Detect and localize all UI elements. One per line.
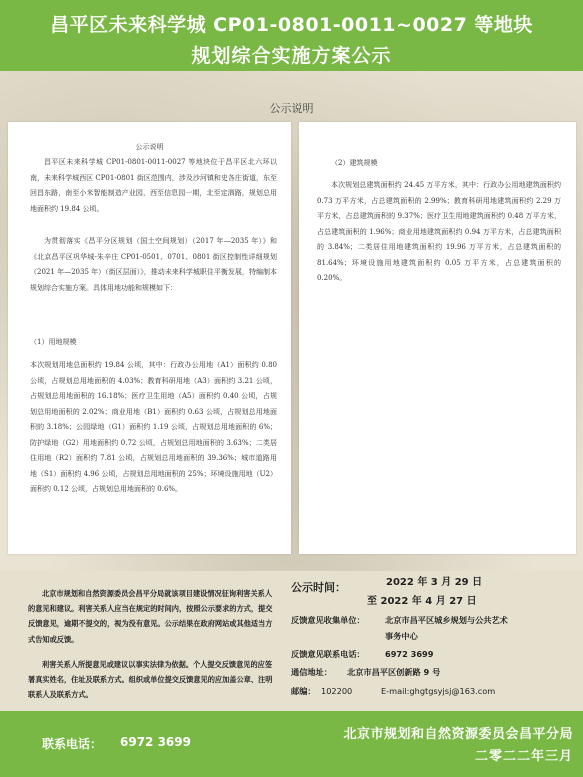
feedback-unit-value-line2: 事务中心	[385, 631, 418, 641]
title-banner	[0, 0, 583, 71]
legal-notice-para2: 利害关系人所提意见或建议以事实法律为依据。个人提交反馈意见的应签署真实姓名，住址及联系方式。组织或单位提交反馈意见的应加盖公章、注明联系人及联系方式。	[28, 659, 273, 700]
paragraph-building-scale: 本次规划总建筑面积约 24.45 万平方米，其中：行政办公用地建筑面积约 0.73 万平方米，占总建筑面积的 2.99%；教育科研用地建筑面积约 2.29 万平方米，占总建筑面积的 9.37%；医疗卫生用地建筑面积约 0.48 万平方米，占总建筑面积的 1.96%；商业用地建筑面积约 0.94 万平方米，占总建筑面积的 3.84%；二类居住用地建筑面积约 19.96 万平方米，占总建筑面积的 81.64%；环境设施用地建筑面积约 0.05 万平方米，占总建筑面积的 0.20%。	[317, 181, 561, 282]
publicity-start-date: 2022 年 3 月 29 日	[386, 577, 483, 588]
notice-section-title: 公示说明	[269, 102, 314, 115]
paragraph-location: 昌平区未来科学城 CP01-0801-0011-0027 等地块位于昌平区北六环以南，未来科学城西区 CP01-0801 街区范围内，涉及沙河镇和史各庄街道，东至回昌东路，南至小米智能制造产业园，西至信息园一期，北至定泗路，规划总用地面积约 19.84 公顷。	[30, 158, 277, 213]
address-value: 北京市昌平区创新路 9 号	[347, 667, 441, 677]
subheading-building-scale: （2）建筑规模	[331, 159, 378, 167]
footer-date: 二零二二年三月	[474, 749, 573, 764]
email-value[interactable]: E-mail:ghgtgsyjsj@163.com	[381, 686, 496, 696]
postcode-label: 邮编：	[291, 686, 316, 696]
page-title-line2: 规划综合实施方案公示	[191, 45, 392, 67]
footer-tel-value: 6972 3699	[120, 735, 191, 749]
feedback-tel-label: 反馈意见联系电话：	[291, 649, 365, 659]
publicity-time-label: 公示时间：	[291, 581, 346, 594]
footer-banner	[0, 711, 583, 777]
publicity-end-date: 至 2022 年 4 月 27 日	[367, 596, 477, 607]
postcode-value: 102200	[321, 686, 353, 696]
right-text-panel	[299, 122, 576, 554]
feedback-tel-value: 6972 3699	[385, 649, 434, 659]
subheading-land-scale: （1）用地规模	[30, 338, 77, 346]
left-panel-heading: 公示说明	[135, 143, 164, 151]
feedback-unit-label: 反馈意见收集单位：	[291, 615, 365, 625]
paragraph-land-scale: 本次规划用地总面积约 19.84 公顷，其中：行政办公用地（A1）面积约 0.80 公顷，占规划总用地面积的 4.03%；教育科研用地（A3）面积约 3.21 公顷，占规划总用地面积的 16.18%；医疗卫生用地（A5）面积约 0.40 公顷，占规划总用地面积的 2.02%；商业用地（B1）面积约 0.63 公顷，占规划总用地面积的 3.18%；公园绿地（G1）面积约 1.19 公顷，占规划总用地面积的 6%；防护绿地（G2）用地面积约 0.72 公顷，占规划总用地面积的 3.63%；二类居住用地（R2）面积约 7.81 公顷，占规划总用地面积的 39.36%；城市道路用地（S1）面积约 4.96 公顷，占规划总用地面积的 25%；环境设施用地（U2）面积约 0.12 公顷，占规划总用地面积的 0.6%。	[30, 361, 277, 493]
feedback-unit-value-line1: 北京市昌平区城乡规划与公共艺术	[385, 615, 508, 625]
publicity-details	[287, 571, 577, 711]
page-title-line1: 昌平区未来科学城 CP01-0801-0011~0027 等地块	[50, 14, 533, 36]
legal-notice	[28, 586, 274, 702]
legal-notice-para1: 北京市规划和自然资源委员会昌平分局就该项目建设情况征询利害关系人的意见和建议。利害关系人应当在规定的时间内，按照公示要求的方式，提交反馈意见，逾期不提交的，视为没有意见。公示结果在政府网站或其他适当方式告知或反馈。	[28, 589, 273, 644]
address-label: 通信地址：	[291, 667, 332, 677]
paragraph-purpose: 为贯彻落实《昌平分区规划（国土空间规划）（2017 年—2035 年）》和《北京昌平区巩华城-朱辛庄 CP01-0501、0701、0801 街区控制性详细规划（2021 年—2035 年）（街区层面）》，推动未来科学城职住平衡发展，特编制本规划综合实施方案。具体用地功能和规模如下：	[30, 237, 277, 292]
footer-tel-label: 联系电话：	[42, 737, 103, 751]
footer-organization: 北京市规划和自然资源委员会昌平分局	[343, 727, 573, 742]
left-text-panel	[8, 122, 291, 554]
